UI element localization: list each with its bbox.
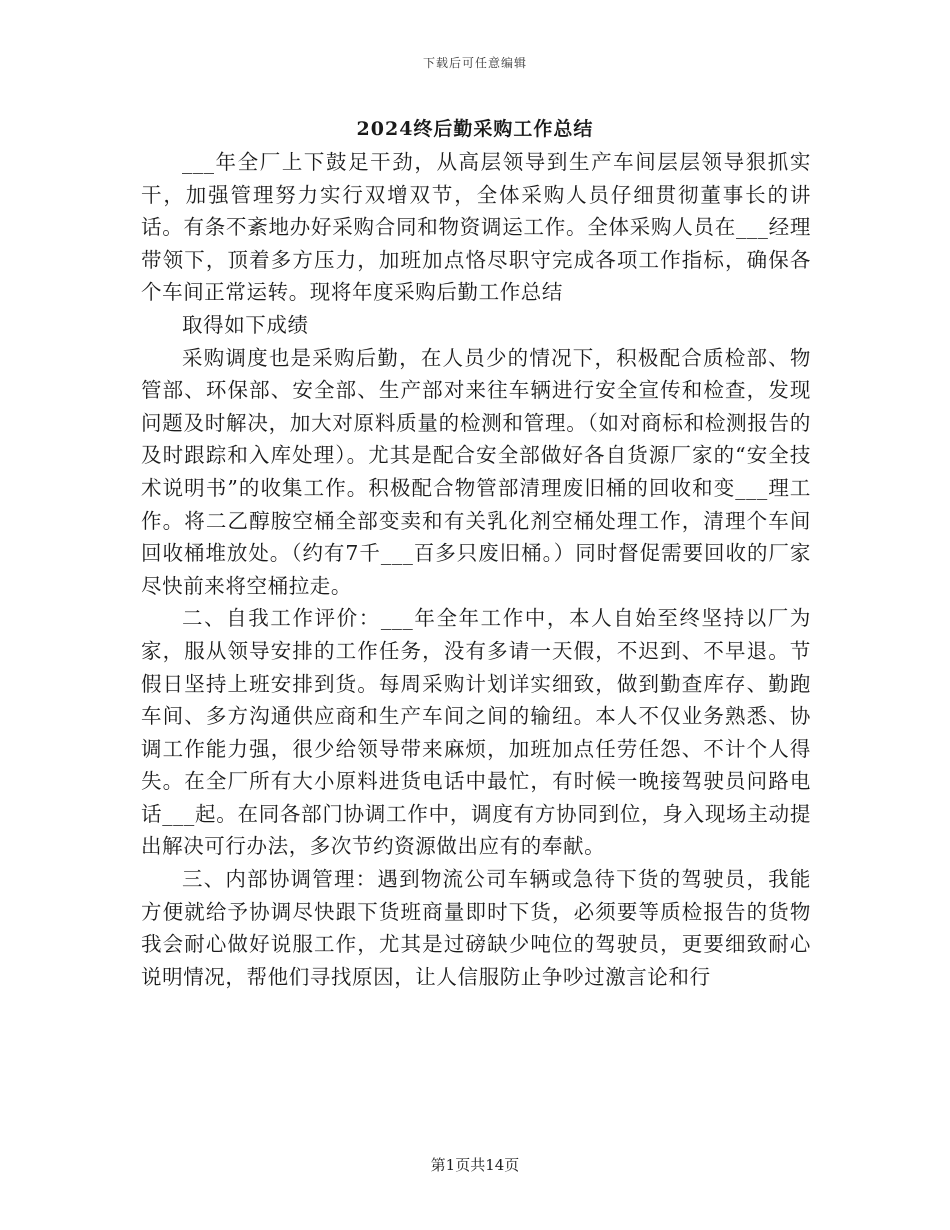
paragraph-procurement-dispatch: 采购调度也是采购后勤，在人员少的情况下，积极配合质检部、物管部、环保部、安全部、生产部对来往车辆进行安全宣传和检查，发现问题及时解决，加大对原料质量的检测和管理。（如对商标和检测报告的及时跟踪和入库处理）。尤其是配合安全部做好各自货源厂家的“安全技术说明书”的收集工作。积极配合物管部清理废旧桶的回收和变___理工作。将二乙醇胺空桶全部变卖和有关乳化剂空桶处理工作，清理个车间回收桶堆放处。（约有7千___百多只废旧桶。）同时督促需要回收的厂家尽快前来将空桶拉走。 bbox=[141, 345, 811, 598]
header-note: 下载后可任意编辑 bbox=[422, 56, 527, 70]
document-title: 2024终后勤采购工作总结 bbox=[356, 118, 594, 140]
paragraph-internal-coordination: 三、内部协调管理：遇到物流公司车辆或急待下货的驾驶员，我能方便就给予协调尽快跟下货班商量即时下货，必须要等质检报告的货物我会耐心做好说服工作，尤其是过磅缺少吨位的驾驶员，更要细致耐心说明情况，帮他们寻找原因，让人信服防止争吵过激言论和行 bbox=[141, 867, 811, 989]
paragraph-achievements-heading: 取得如下成绩 bbox=[182, 312, 309, 337]
document-body bbox=[141, 146, 811, 993]
paragraph-self-evaluation: 二、自我工作评价：___年全年工作中，本人自始至终坚持以厂为家，服从领导安排的工作任务，没有多请一天假，不迟到、不早退。节假日坚持上班安排到货。每周采购计划详实细致，做到勤查库存、勤跑车间、多方沟通供应商和生产车间之间的输纽。本人不仅业务熟悉、协调工作能力强，很少给领导带来麻烦，加班加点任劳任怨、不计个人得失。在全厂所有大小原料进货电话中最忙，有时候一晚接驾驶员问路电话___起。在同各部门协调工作中，调度有方协同到位，身入现场主动提出解决可行办法，多次节约资源做出应有的奉献。 bbox=[141, 606, 811, 859]
page-number: 第1页共14页 bbox=[430, 1156, 520, 1174]
paragraph-intro: ___年全厂上下鼓足干劲，从高层领导到生产车间层层领导狠抓实干，加强管理努力实行双增双节，全体采购人员仔细贯彻董事长的讲话。有条不紊地办好采购合同和物资调运工作。全体采购人员在___经理带领下，顶着多方压力，加班加点恪尽职守完成各项工作指标，确保各个车间正常运转。现将年度采购后勤工作总结 bbox=[141, 150, 811, 305]
